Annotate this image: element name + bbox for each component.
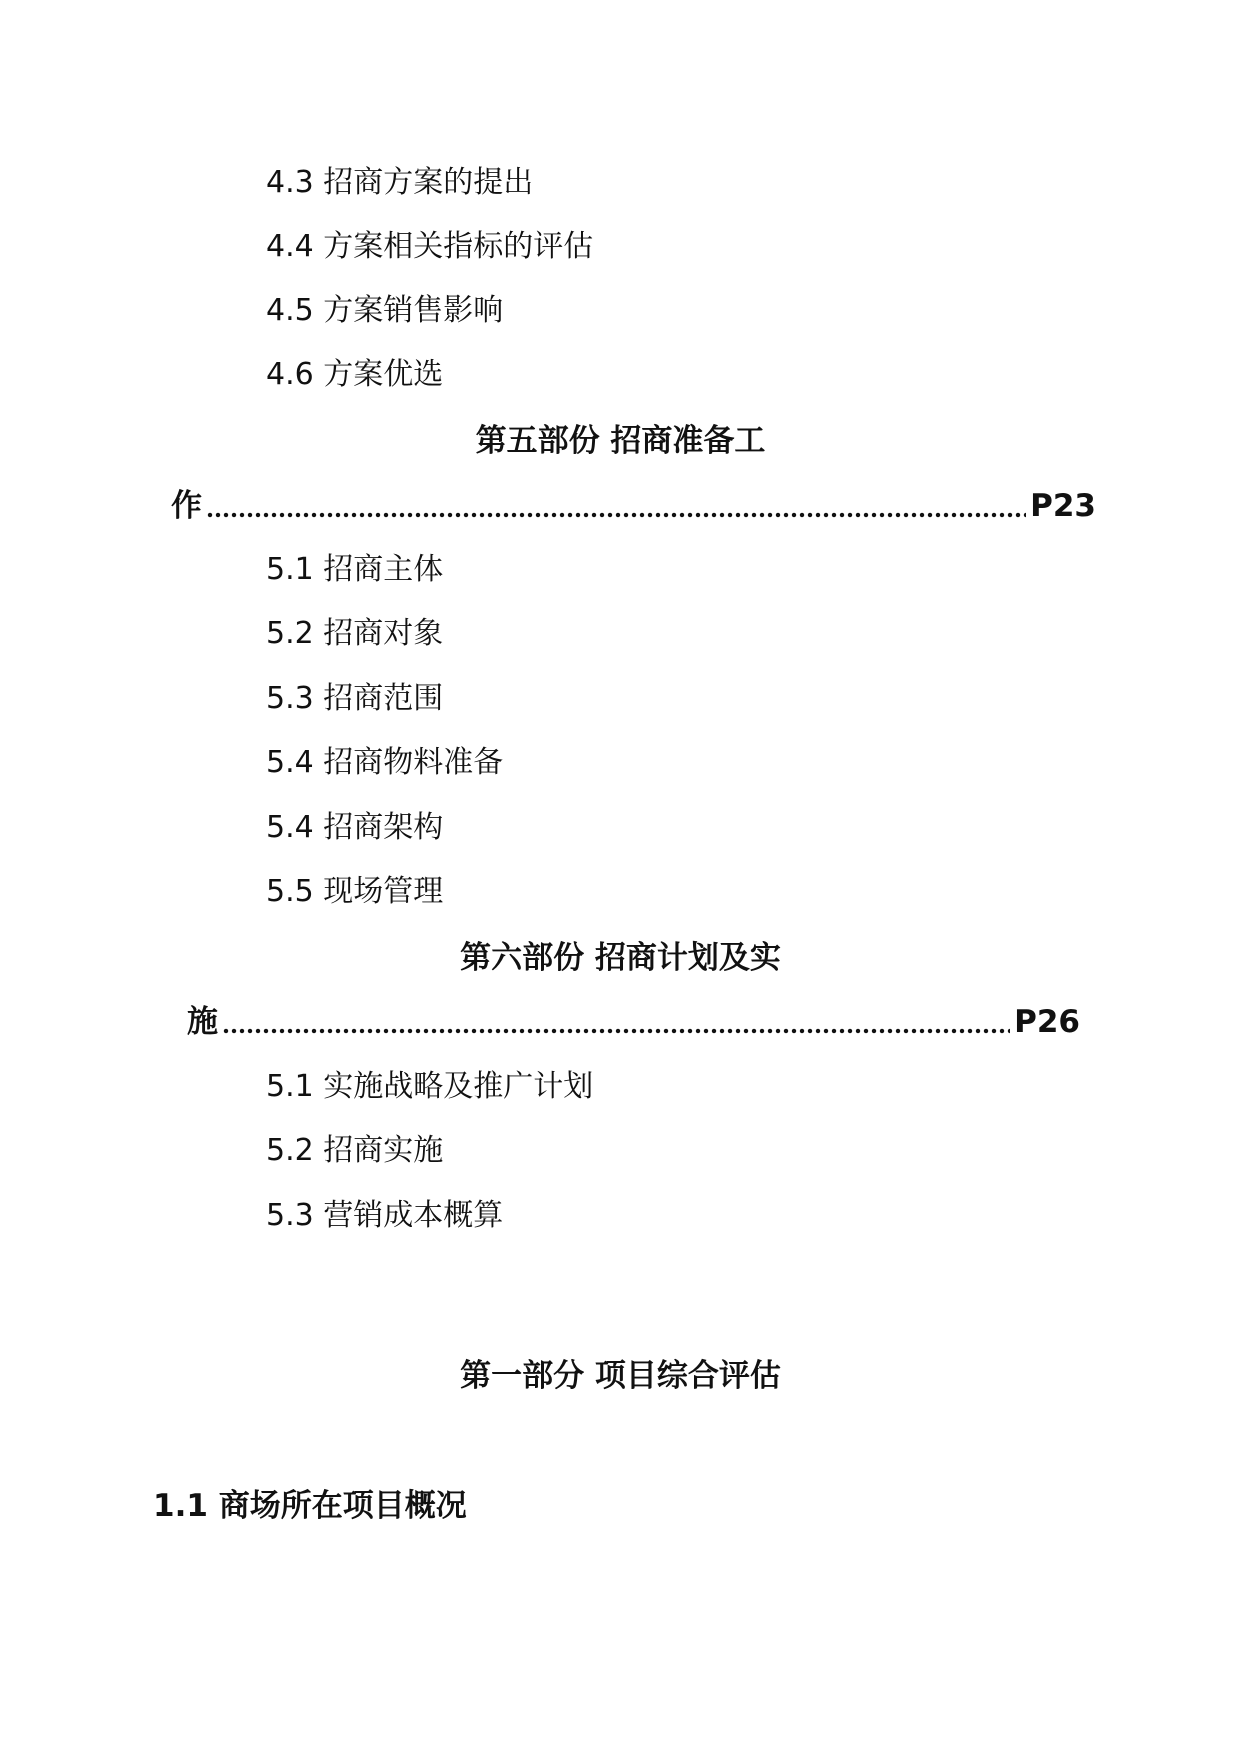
- toc-item-6-2: 5.2 招商实施: [266, 1133, 444, 1168]
- section-5-leader-line: [171, 485, 1096, 527]
- dot-leader: [222, 1028, 1010, 1034]
- section-5-leader-char: 作: [171, 488, 202, 524]
- toc-item-6-3: 5.3 营销成本概算: [266, 1198, 504, 1233]
- toc-item-5-4b: 5.4 招商架构: [266, 810, 444, 845]
- section-5-page-number: P23: [1030, 488, 1096, 524]
- toc-item-5-1: 5.1 招商主体: [266, 552, 444, 587]
- toc-item-5-3: 5.3 招商范围: [266, 681, 444, 716]
- toc-item-4-6: 4.6 方案优选: [266, 357, 444, 392]
- section-6-leader-char: 施: [187, 1004, 218, 1040]
- toc-item-4-4: 4.4 方案相关指标的评估: [266, 229, 594, 264]
- section-6-page-number: P26: [1014, 1004, 1080, 1040]
- section-6-leader-line: [187, 1001, 1080, 1043]
- dot-leader: [206, 512, 1026, 518]
- toc-item-5-2: 5.2 招商对象: [266, 616, 444, 651]
- toc-item-5-4a: 5.4 招商物料准备: [266, 745, 504, 780]
- chapter-title: 第一部分 项目综合评估: [460, 1358, 781, 1394]
- toc-item-6-1: 5.1 实施战略及推广计划: [266, 1069, 594, 1104]
- subsection-title: 1.1 商场所在项目概况: [153, 1488, 467, 1524]
- toc-item-4-3: 4.3 招商方案的提出: [266, 165, 534, 200]
- toc-item-5-5: 5.5 现场管理: [266, 874, 444, 909]
- section-6-heading: 第六部份 招商计划及实: [460, 940, 781, 976]
- toc-item-4-5: 4.5 方案销售影响: [266, 293, 504, 328]
- section-5-heading: 第五部份 招商准备工: [475, 423, 766, 459]
